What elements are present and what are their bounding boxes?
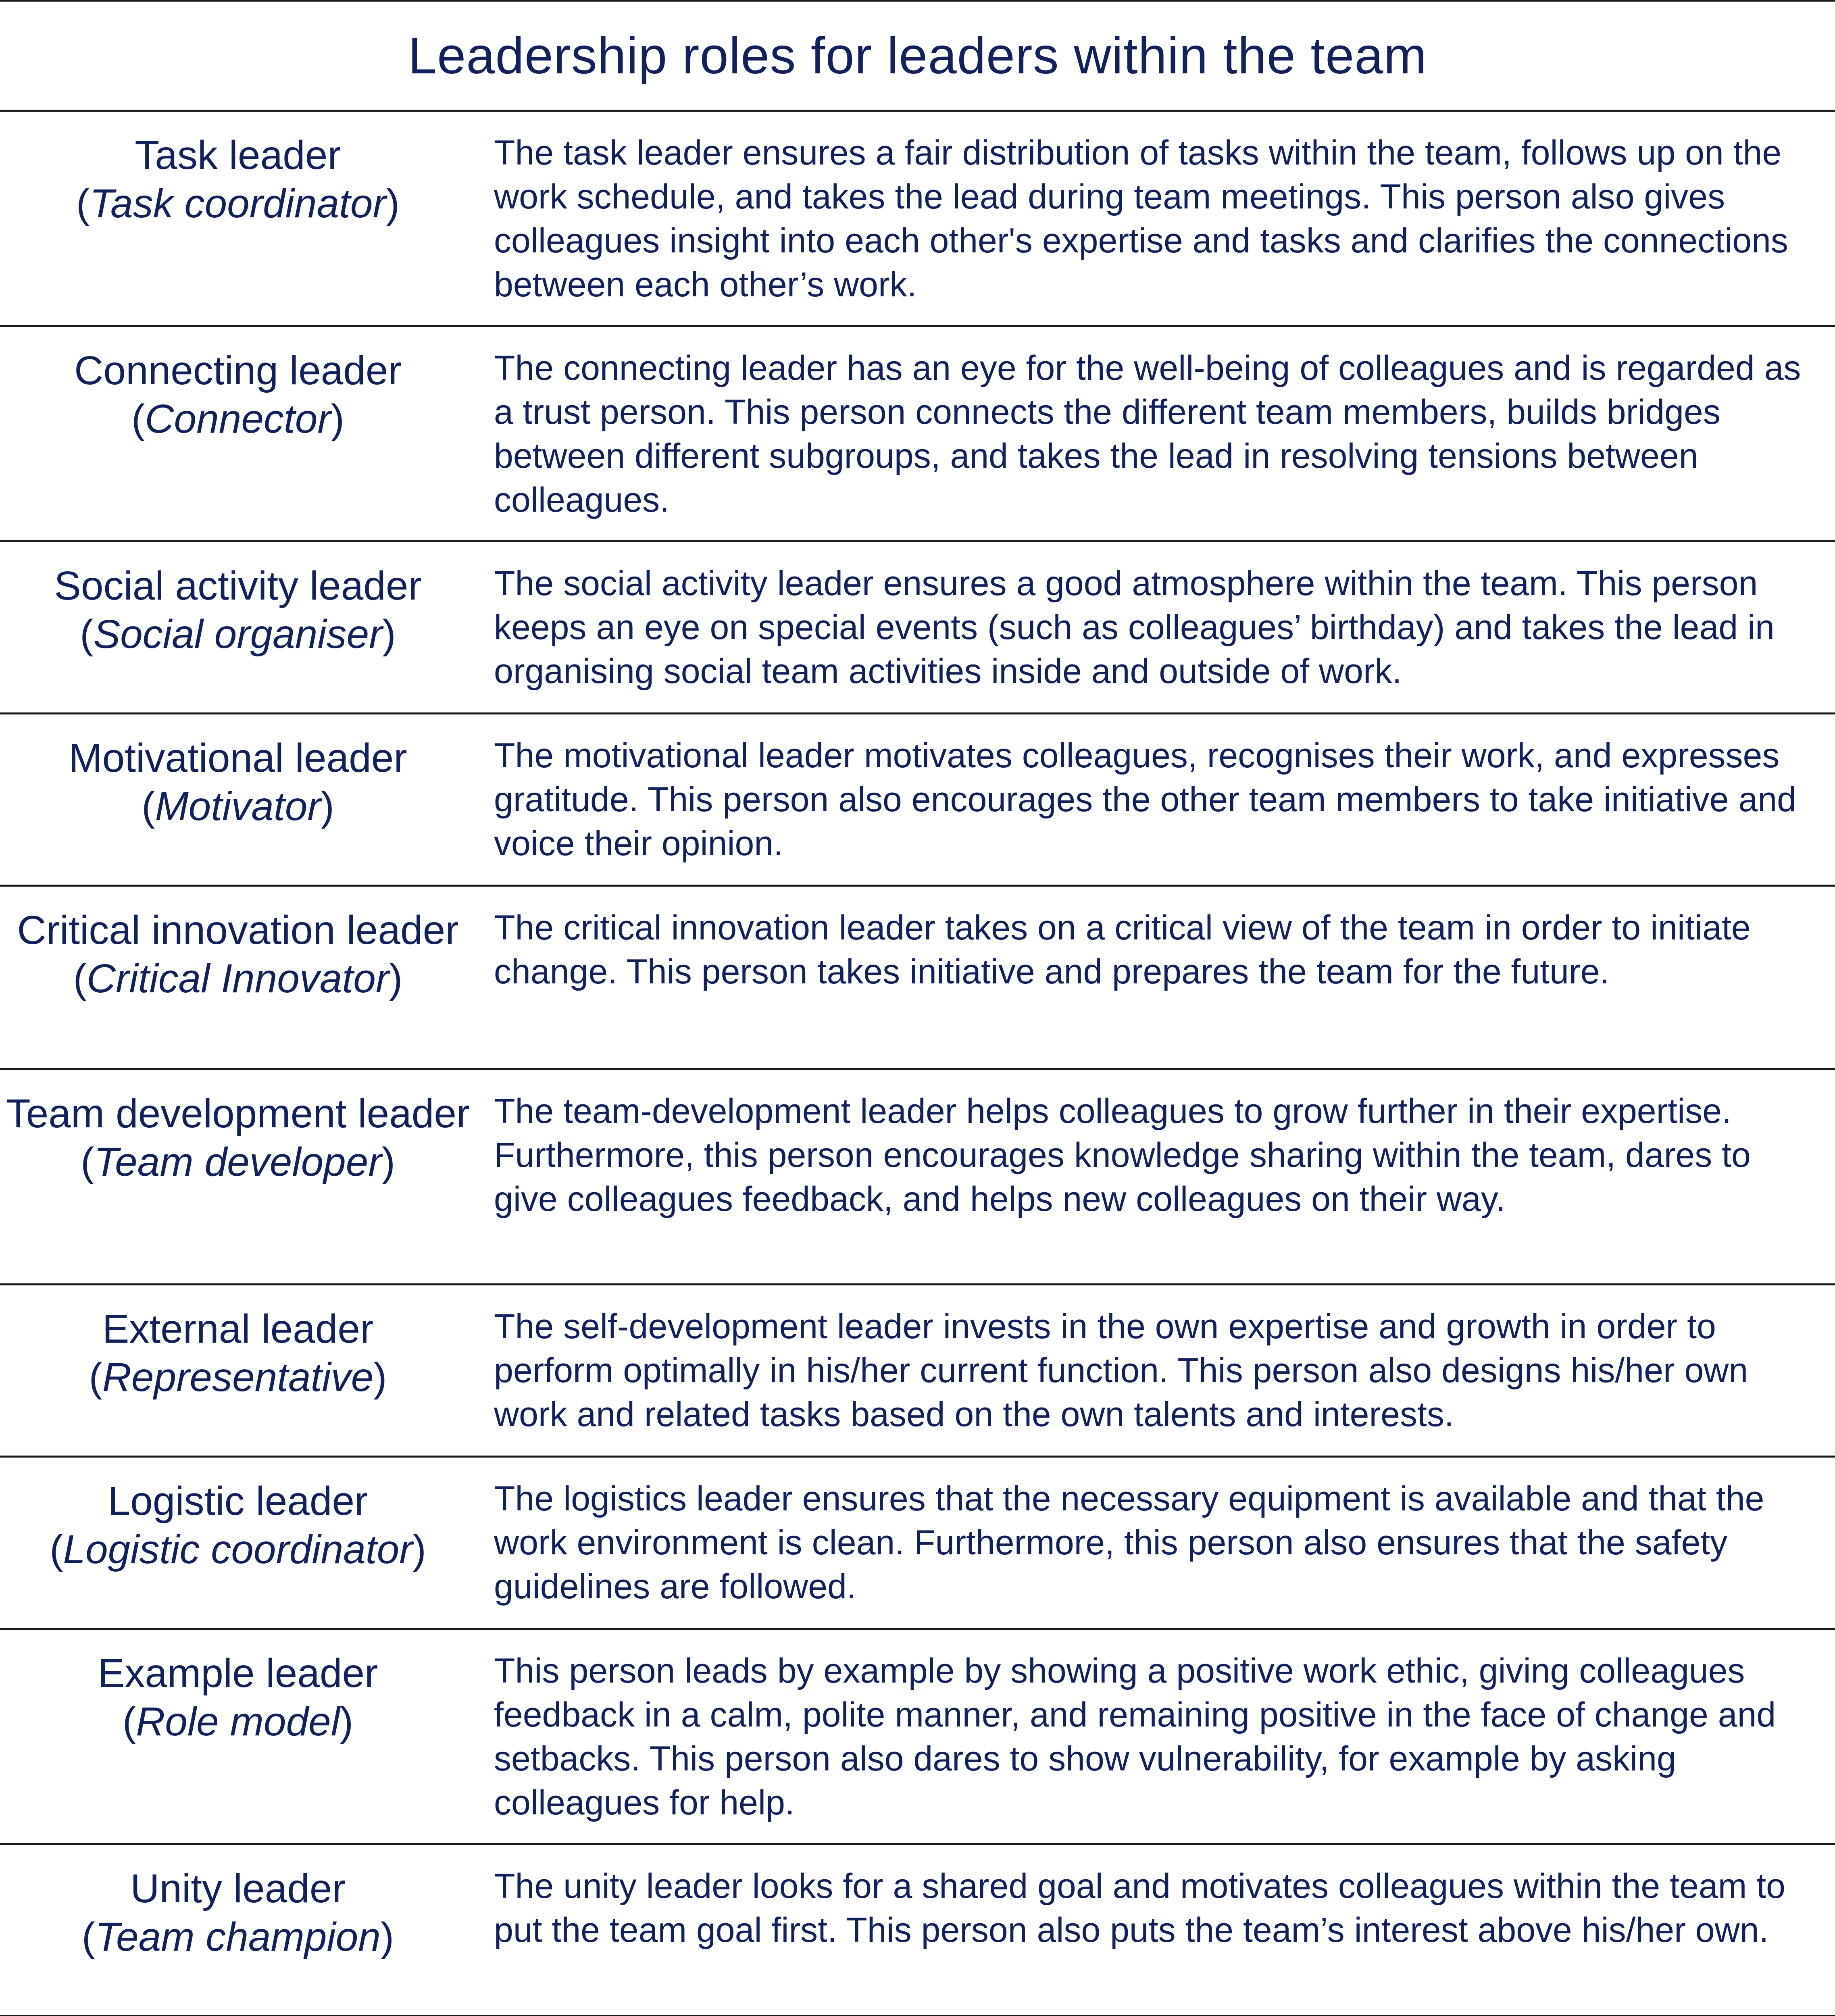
table-header: [0, 0, 1835, 112]
role-name: Critical innovation leader: [17, 908, 459, 953]
role-description: The critical innovation leader takes on a critical view of the team in order to initiate change. This person takes initiative and prepares the team for the future.: [494, 908, 1751, 991]
role-alias: (Team champion): [81, 1914, 394, 1960]
role-description: The motivational leader motivates colleagues, recognises their work, and expresses gratitude. This person also encourages the other team members to take initiative and voice their opinion.: [494, 736, 1796, 863]
role-alias-text: Logistic coordinator: [63, 1527, 413, 1572]
table-row: [0, 1458, 1835, 1630]
table-row: [0, 1285, 1835, 1458]
role-alias: (Critical Innovator): [73, 956, 403, 1001]
role-name: Motivational leader: [69, 735, 407, 781]
role-name: Unity leader: [130, 1866, 346, 1911]
table-row: [0, 327, 1835, 542]
role-alias: (Social organiser): [80, 612, 396, 657]
table-title: Leadership roles for leaders within the team: [408, 27, 1427, 85]
role-alias-text: Team developer: [94, 1139, 382, 1185]
role-name: Example leader: [98, 1651, 378, 1696]
role-name: External leader: [102, 1306, 374, 1352]
table-row: [0, 1845, 1835, 2016]
role-name: Social activity leader: [54, 563, 422, 608]
role-cell: [0, 1845, 476, 2015]
role-description: The team-development leader helps colleagues to grow further in their expertise. Furthermore, this person encourages knowledge sharing within the team, dares to give colleagues feedback, and helps new colleagues on their way.: [494, 1092, 1751, 1218]
role-alias: (Motivator): [142, 784, 334, 829]
role-alias: (Team developer): [80, 1139, 396, 1185]
role-alias-text: Representative: [102, 1355, 374, 1400]
role-name: Team development leader: [6, 1091, 470, 1136]
role-cell: [0, 714, 476, 885]
role-cell: [0, 887, 476, 1068]
role-description: The connecting leader has an eye for the well-being of colleagues and is regarded as a trust person. This person connects the different team members, builds bridges between different subgroups, and takes the lead in resolving tensions between colleagues.: [494, 349, 1801, 519]
role-alias: (Task coordinator): [76, 181, 400, 226]
role-name: Logistic leader: [108, 1479, 368, 1524]
role-cell: [0, 327, 476, 540]
role-description: The social activity leader ensures a good atmosphere within the team. This person keeps an eye on special events (such as colleagues’ birthday) and takes the lead in organising social team activities inside and outside of work.: [494, 564, 1775, 691]
role-description: The self-development leader invests in the own expertise and growth in order to perform optimally in his/her current function. This person also designs his/her own work and related tasks based on the own talents and interests.: [494, 1307, 1748, 1434]
table-row: [0, 542, 1835, 714]
role-name: Connecting leader: [74, 348, 402, 393]
role-alias: (Logistic coordinator): [50, 1527, 426, 1572]
table-row: [0, 714, 1835, 887]
role-alias: (Representative): [89, 1355, 387, 1400]
table-row: [0, 1070, 1835, 1285]
role-alias-text: Task coordinator: [90, 181, 386, 226]
role-cell: [0, 1458, 476, 1628]
role-cell: [0, 1070, 476, 1283]
role-alias-text: Team champion: [95, 1914, 381, 1960]
role-name: Task leader: [135, 133, 341, 178]
table-row: [0, 1630, 1835, 1845]
role-cell: [0, 1285, 476, 1456]
role-alias-text: Motivator: [155, 784, 321, 829]
role-cell: [0, 112, 476, 325]
role-cell: [0, 542, 476, 712]
role-description: The task leader ensures a fair distribution of tasks within the team, follows up on the work schedule, and takes the lead during team meetings. This person also gives colleagues insight into each other's expertise and tasks and clarifies the connections between each other’s work.: [494, 133, 1788, 304]
role-cell: [0, 1630, 476, 1843]
table-row: [0, 112, 1835, 327]
role-alias-text: Connector: [145, 396, 331, 442]
role-alias-text: Social organiser: [93, 612, 383, 657]
role-description: The unity leader looks for a shared goal and motivates colleagues within the team to put the team goal first. This person also puts the team’s interest above his/her own.: [494, 1867, 1785, 1949]
role-description: The logistics leader ensures that the necessary equipment is available and that the work environment is clean. Furthermore, this person also ensures that the safety guidelines are followed.: [494, 1479, 1764, 1606]
role-alias-text: Role model: [136, 1699, 340, 1744]
role-alias: (Connector): [131, 396, 344, 442]
table-row: [0, 887, 1835, 1070]
role-alias: (Role model): [122, 1699, 354, 1744]
role-alias-text: Critical Innovator: [86, 956, 389, 1001]
role-description: This person leads by example by showing a positive work ethic, giving colleagues feedback in a calm, polite manner, and remaining positive in the face of change and setbacks. This person also dares to show vulnerability, for example by asking colleagues for help.: [494, 1652, 1776, 1822]
